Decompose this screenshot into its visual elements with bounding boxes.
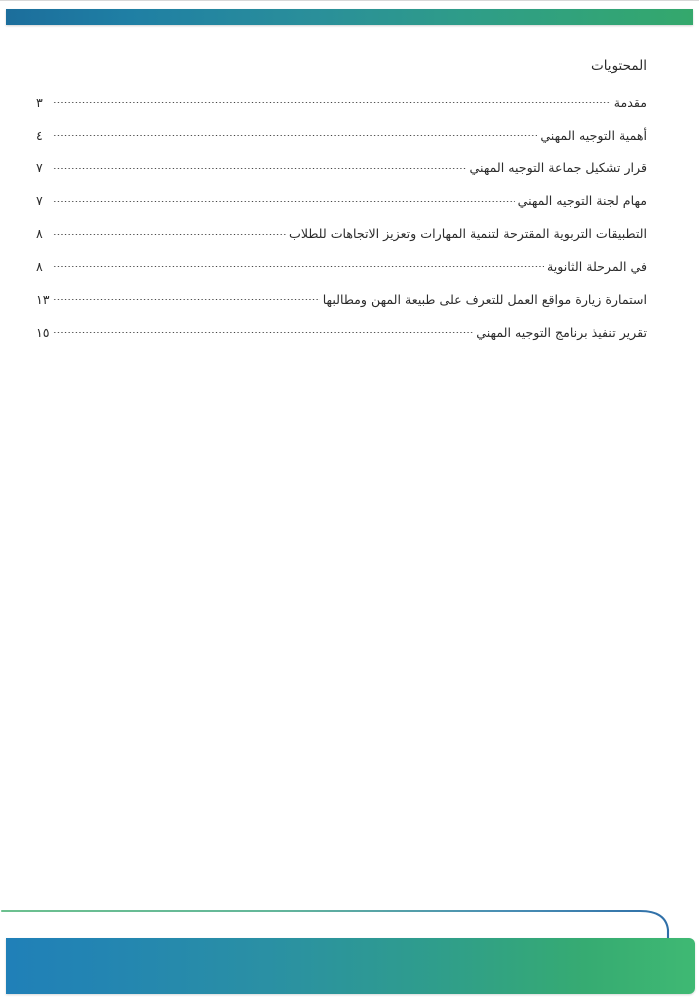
- toc-entry[interactable]: [36, 127, 647, 143]
- header-decoration: [6, 9, 693, 25]
- toc-heading: المحتويات: [590, 58, 647, 74]
- toc-entry-label: التطبيقات التربوية المقترحة لتنمية المهارات وتعزيز الاتجاهات للطلاب: [288, 226, 647, 242]
- toc-leader-dots: [53, 127, 537, 140]
- toc-entry-list: [36, 94, 647, 340]
- table-of-contents: [36, 58, 647, 357]
- toc-entry-page-number: ٣: [36, 94, 43, 110]
- header-gradient-bar: [6, 9, 693, 25]
- toc-entry-label: استمارة زيارة مواقع العمل للتعرف على طبيعة المهن ومطالبها: [322, 291, 647, 307]
- toc-entry-page-number: ١٣: [36, 291, 50, 307]
- toc-leader-dots: [53, 94, 611, 107]
- toc-leader-dots: [53, 226, 286, 239]
- toc-entry[interactable]: [36, 193, 647, 209]
- toc-entry[interactable]: [36, 324, 647, 340]
- toc-leader-dots: [53, 160, 467, 173]
- footer-decoration: [0, 890, 699, 1000]
- toc-entry-label: أهمية التوجيه المهني: [540, 127, 647, 143]
- toc-entry-page-number: ١٥: [36, 324, 50, 340]
- toc-entry-page-number: ٨: [36, 258, 43, 274]
- toc-entry-page-number: ٧: [36, 193, 43, 209]
- toc-entry-label: مهام لجنة التوجيه المهني: [517, 193, 647, 209]
- toc-entry-label: مقدمة: [613, 94, 647, 110]
- toc-entry-page-number: ٤: [36, 127, 43, 143]
- toc-entry[interactable]: [36, 258, 647, 274]
- toc-entry-label: قرار تشكيل جماعة التوجيه المهني: [469, 160, 647, 176]
- toc-leader-dots: [53, 291, 320, 304]
- toc-entry[interactable]: [36, 291, 647, 307]
- toc-entry-label: في المرحلة الثانوية: [546, 258, 647, 274]
- toc-entry[interactable]: [36, 160, 647, 176]
- toc-entry-page-number: ٧: [36, 160, 43, 176]
- toc-entry[interactable]: [36, 94, 647, 110]
- toc-entry-page-number: ٨: [36, 226, 43, 242]
- page-top-edge: [0, 0, 699, 1]
- toc-leader-dots: [53, 193, 515, 206]
- toc-leader-dots: [53, 258, 544, 271]
- footer-gradient-bar: [6, 938, 695, 994]
- toc-leader-dots: [53, 324, 473, 337]
- footer-bar-container: [6, 938, 695, 994]
- toc-entry-label: تقرير تنفيذ برنامج التوجيه المهني: [476, 324, 647, 340]
- toc-entry[interactable]: [36, 226, 647, 242]
